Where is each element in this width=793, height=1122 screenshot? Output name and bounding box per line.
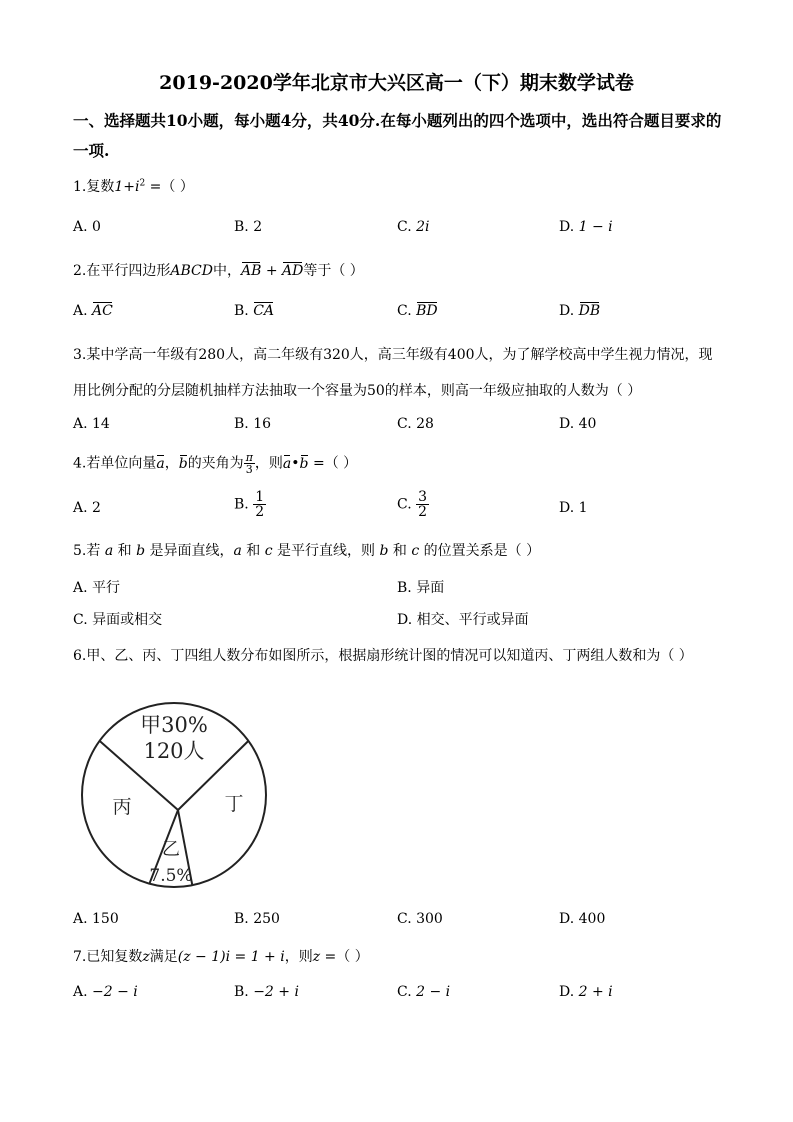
q4-option-b <box>234 490 266 519</box>
q6-option-a: A. 150 <box>73 911 119 927</box>
q4-angle-denominator: 3 <box>245 463 253 476</box>
q1-suffix: =（ ） <box>145 179 194 195</box>
q1-option-b: B. 2 <box>234 219 263 235</box>
question-5 <box>73 540 540 560</box>
q4-angle-numerator: π <box>245 451 253 464</box>
q3-option-b: B. 16 <box>234 416 272 432</box>
q7-option-b <box>234 984 299 1000</box>
q2-option-b-vector: CA <box>253 303 275 319</box>
q2-option-d-label: D. <box>559 303 579 319</box>
q1-option-c <box>397 219 430 235</box>
q7-option-d-math: 2 + i <box>578 984 613 1000</box>
q5-p7: 的位置关系是（ ） <box>419 543 541 559</box>
q1-prefix: 1.复数 <box>73 179 115 195</box>
q2-option-c-label: C. <box>397 303 417 319</box>
q6-option-c: C. 300 <box>397 911 443 927</box>
q1-option-c-label: C. <box>397 219 417 235</box>
q2-option-a <box>73 303 113 319</box>
q5-p2: 和 <box>113 543 137 559</box>
question-2 <box>73 260 364 280</box>
q4-mid: 的夹角为 <box>187 455 244 472</box>
q2-option-d-vector: DB <box>578 303 601 319</box>
q2-option-c-vector: BD <box>416 303 438 319</box>
q7-option-c-math: 2 − i <box>416 984 451 1000</box>
q5-p4: 和 <box>241 543 265 559</box>
q7-mid: 满足 <box>149 949 178 965</box>
q2-shape: ABCD <box>170 263 213 279</box>
q1-option-a: A. 0 <box>73 219 101 235</box>
q1-option-d-label: D. <box>559 219 579 235</box>
q7-option-a-label: A. <box>73 984 93 1000</box>
q1-option-c-math: 2i <box>416 219 430 235</box>
q4-vector-b-2: b <box>299 455 309 472</box>
q4-suffix: =（ ） <box>308 455 358 472</box>
q5-p5: 是平行直线，则 <box>272 543 380 559</box>
question-6: 6.甲、乙、丙、丁四组人数分布如图所示，根据扇形统计图的情况可以知道丙、丁两组人数和为（ ） <box>73 648 693 664</box>
q2-option-b-label: B. <box>234 303 254 319</box>
q4-option-c <box>397 490 429 519</box>
q4-option-b-numerator: 1 <box>255 489 265 505</box>
q3-option-a: A. 14 <box>73 416 110 432</box>
q7-mid2: ，则 <box>284 949 313 965</box>
q7-var-z: z <box>142 949 150 965</box>
q1-option-d-math: 1 − i <box>578 219 613 235</box>
q5-option-c: C. 异面或相交 <box>73 612 163 628</box>
q4-vector-b: b <box>178 455 188 472</box>
q2-option-b <box>234 303 274 319</box>
q5-var-a-2: a <box>233 543 242 559</box>
q2-option-a-vector: AC <box>92 303 113 319</box>
q4-option-b-label: B. <box>234 496 254 513</box>
pie-label-bing: 丙 <box>112 796 132 818</box>
pie-label-jia: 甲30% <box>140 713 208 737</box>
q7-prefix: 7.已知复数 <box>73 949 143 965</box>
q5-var-c-2: c <box>411 543 420 559</box>
q4-option-a: A. 2 <box>73 500 101 516</box>
q5-p6: 和 <box>388 543 412 559</box>
q4-option-b-fraction <box>253 490 266 519</box>
q7-option-a <box>73 984 138 1000</box>
q5-option-b: B. 异面 <box>397 580 445 596</box>
q4-vector-a-2: a <box>282 455 292 472</box>
q4-option-d: D. 1 <box>559 500 588 516</box>
q6-option-b: B. 250 <box>234 911 280 927</box>
q5-var-b-2: b <box>379 543 389 559</box>
q7-equation: (z − 1)i = 1 + i <box>177 949 285 965</box>
q7-option-a-math: −2 − i <box>92 984 138 1000</box>
q5-p3: 是异面直线， <box>145 543 234 559</box>
q5-option-d: D. 相交、平行或异面 <box>397 612 529 628</box>
q2-option-a-label: A. <box>73 303 93 319</box>
section-heading: 一、选择题共10小题，每小题4分，共40分.在每小题列出的四个选项中，选出符合题目要求的一项. <box>73 111 722 160</box>
q7-option-d <box>559 984 613 1000</box>
q4-option-c-fraction <box>416 490 429 519</box>
q5-option-a: A. 平行 <box>73 580 121 596</box>
q7-suffix: =（ ） <box>320 949 369 965</box>
q5-var-b: b <box>136 543 146 559</box>
q3-option-d: D. 40 <box>559 416 597 432</box>
q5-p1: 5.若 <box>73 543 105 559</box>
q4-dot: • <box>291 455 300 472</box>
pie-label-yi-percent: 7.5% <box>149 866 193 886</box>
q1-exponent: 2 <box>139 178 146 189</box>
q1-expr: 1+i <box>114 179 140 195</box>
pie-chart <box>74 700 274 894</box>
q7-option-d-label: D. <box>559 984 579 1000</box>
q4-mid2: ，则 <box>254 455 283 472</box>
q2-option-c <box>397 303 438 319</box>
q7-var-z-2: z <box>312 949 321 965</box>
q4-option-c-label: C. <box>397 496 417 513</box>
question-3-line-2: 用比例分配的分层随机抽样方法抽取一个容量为50的样本，则高一年级应抽取的人数为（ ） <box>73 383 642 399</box>
q5-var-c: c <box>264 543 273 559</box>
q4-sep: ， <box>164 455 179 472</box>
page-title: 2019-2020学年北京市大兴区高一（下）期末数学试卷 <box>159 72 634 94</box>
q4-option-c-denominator: 2 <box>418 504 428 520</box>
pie-label-yi: 乙 <box>162 839 180 860</box>
q5-var-a: a <box>104 543 114 559</box>
pie-label-ding: 丁 <box>224 793 244 815</box>
q3-option-c: C. 28 <box>397 416 434 432</box>
q2-option-d <box>559 303 600 319</box>
q2-vector-ad: AD <box>282 263 304 279</box>
q7-option-b-label: B. <box>234 984 254 1000</box>
q7-option-c-label: C. <box>397 984 417 1000</box>
q2-mid: 中， <box>212 263 241 279</box>
q6-option-d: D. 400 <box>559 911 606 927</box>
q2-suffix: 等于（ ） <box>303 263 364 279</box>
q2-plus: + <box>261 263 283 279</box>
q4-vector-a: a <box>156 455 165 472</box>
question-1 <box>73 176 194 196</box>
question-3-line-1: 3.某中学高一年级有280人，高二年级有320人，高三年级有400人，为了解学校高中学生视力情况，现 <box>73 347 713 363</box>
q2-vector-ab: AB <box>240 263 262 279</box>
pie-label-jia-count: 120人 <box>143 739 205 763</box>
q7-option-c <box>397 984 450 1000</box>
q1-option-d <box>559 219 613 235</box>
question-7 <box>73 946 369 966</box>
q4-angle-fraction <box>244 452 255 475</box>
q4-prefix: 4.若单位向量 <box>73 455 157 472</box>
q4-option-b-denominator: 2 <box>255 504 265 520</box>
q7-option-b-math: −2 + i <box>253 984 299 1000</box>
q2-prefix: 2.在平行四边形 <box>73 263 171 279</box>
q4-option-c-numerator: 3 <box>418 489 428 505</box>
question-4 <box>73 452 357 475</box>
